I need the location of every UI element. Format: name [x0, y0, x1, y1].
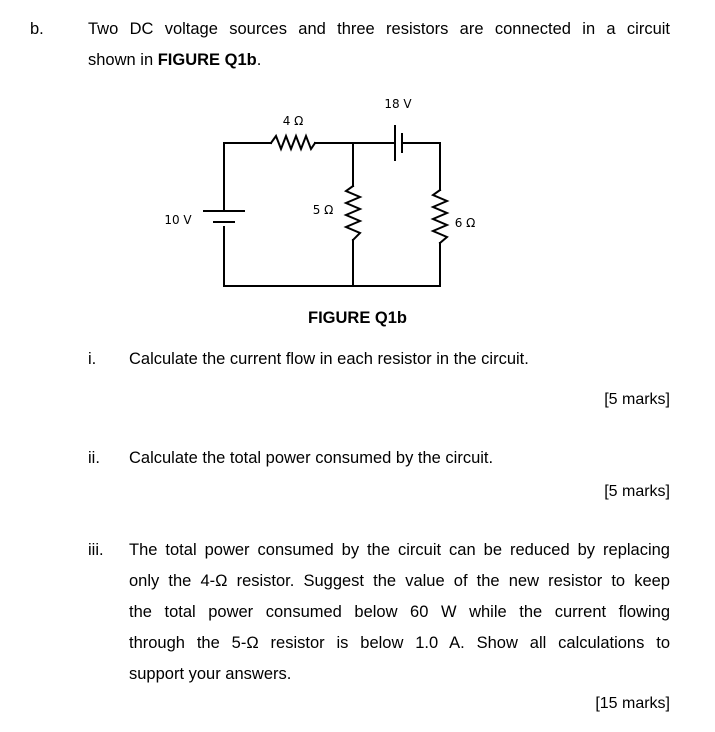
resistor-4-ohm [271, 136, 315, 149]
part-i-marks: [5 marks] [604, 391, 670, 408]
part-iii-line-4: through the 5-Ω resistor is below 1.0 A. Show all calculations to [129, 634, 670, 652]
label-18v: 18 V [384, 97, 412, 111]
part-iii-line-2: only the 4-Ω resistor. Suggest the value of the new resistor to keep [129, 572, 670, 590]
wire-bottom [224, 227, 440, 286]
part-iii-line-3: the total power consumed below 60 W while the current flowing [129, 603, 670, 621]
intro-line-1: Two DC voltage sources and three resistors are connected in a circuit [88, 20, 670, 38]
label-10v: 10 V [164, 213, 192, 227]
intro-line-2-text: shown in [88, 51, 158, 69]
part-iii-line-1: The total power consumed by the circuit can be reduced by replacing [129, 541, 670, 559]
part-i-text: Calculate the current flow in each resistor in the circuit. [129, 350, 529, 368]
resistor-6-ohm [433, 190, 447, 243]
circuit-diagram [0, 0, 715, 340]
figure-reference: FIGURE Q1b [157, 51, 257, 69]
wire-top-left [224, 143, 271, 211]
label-4-ohm: 4 Ω [282, 114, 304, 128]
part-iii-number: iii. [88, 541, 104, 559]
label-5-ohm: 5 Ω [312, 203, 334, 217]
part-ii-text: Calculate the total power consumed by the circuit. [129, 449, 494, 467]
part-iii-line-5: support your answers. [129, 665, 292, 683]
question-label: b. [30, 20, 44, 38]
part-i-number: i. [88, 350, 97, 368]
wire-top-right [403, 143, 440, 190]
intro-line-2-period: . [256, 51, 262, 69]
part-iii-marks: [15 marks] [595, 695, 670, 712]
part-iii-text [129, 535, 670, 690]
part-ii-number: ii. [88, 449, 100, 467]
resistor-5-ohm [346, 186, 360, 240]
label-6-ohm: 6 Ω [454, 216, 476, 230]
part-ii-marks: [5 marks] [604, 483, 670, 500]
figure-caption: FIGURE Q1b [307, 309, 407, 327]
